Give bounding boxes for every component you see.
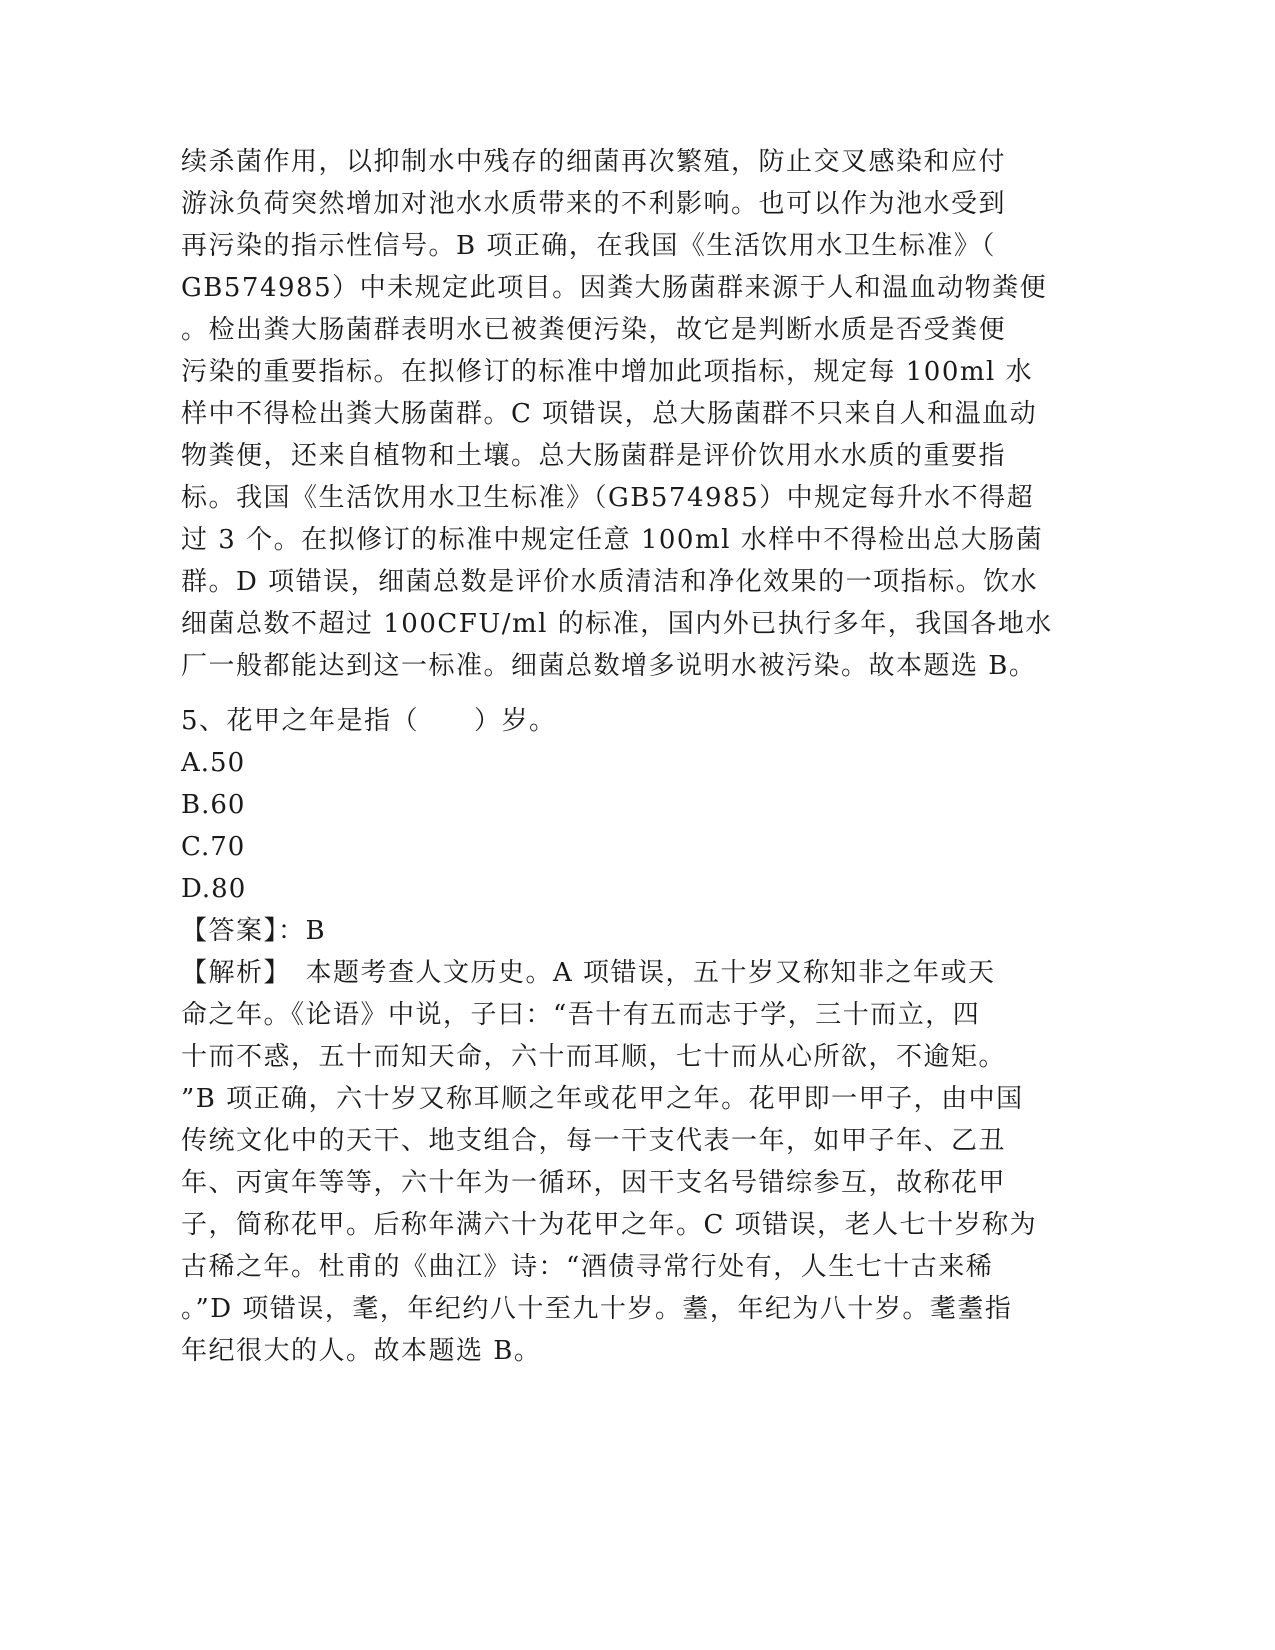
analysis [181, 952, 1071, 1372]
section-gap [181, 687, 1071, 700]
explanation-line: 游泳负荷突然增加对池水水质带来的不利影响。也可以作为池水受到 [181, 189, 1007, 219]
analysis-line: 十而不惑，五十而知天命，六十而耳顺，七十而从心所欲，不逾矩。 [181, 1042, 1007, 1072]
analysis-line: 年、丙寅年等等，六十年为一循环，因干支名号错综参互，故称花甲 [181, 1168, 1007, 1198]
analysis-line: 古稀之年。杜甫的《曲江》诗：“酒债寻常行处有，人生七十古来稀 [181, 1252, 994, 1282]
explanation-line: 续杀菌作用，以抑制水中残存的细菌再次繁殖，防止交叉感染和应付 [181, 147, 1007, 177]
explanation-line: GB574985）中未规定此项目。因粪大肠菌群来源于人和温血动物粪便 [181, 273, 1048, 303]
document-page [181, 141, 1071, 1372]
option-d: D.80 [181, 874, 247, 904]
analysis-line: 子，简称花甲。后称年满六十为花甲之年。C 项错误，老人七十岁称为 [181, 1210, 1038, 1240]
explanation-line: 细菌总数不超过 100CFU/ml 的标准，国内外已执行多年，我国各地水 [181, 609, 1053, 639]
question-stem: 5、花甲之年是指（ ）岁。 [181, 706, 557, 736]
explanation-line: 过 3 个。在拟修订的标准中规定任意 100ml 水样中不得检出总大肠菌 [181, 525, 1044, 555]
analysis-line: ”B 项正确，六十岁又称耳顺之年或花甲之年。花甲即一甲子，由中国 [181, 1084, 1024, 1114]
option-b: B.60 [181, 790, 246, 820]
option-c: C.70 [181, 832, 246, 862]
analysis-line: 年纪很大的人。故本题选 B。 [181, 1336, 542, 1366]
answer-line: 【答案】：B [181, 916, 327, 946]
question-5 [181, 700, 1071, 1372]
explanation-line: 。检出粪大肠菌群表明水已被粪便污染，故它是判断水质是否受粪便 [181, 315, 1007, 345]
explanation-line: 再污染的指示性信号。B 项正确，在我国《生活饮用水卫生标准》（ [181, 231, 996, 261]
explanation-line: 样中不得检出粪大肠菌群。C 项错误，总大肠菌群不只来自人和温血动 [181, 399, 1038, 429]
option-a: A.50 [181, 748, 246, 778]
explanation-line: 群。D 项错误，细菌总数是评价水质清洁和净化效果的一项指标。饮水 [181, 567, 1039, 597]
explanation-line: 污染的重要指标。在拟修订的标准中增加此项指标，规定每 100ml 水 [181, 357, 1034, 387]
analysis-line: 【解析】 本题考查人文历史。A 项错误，五十岁又称知非之年或天 [181, 958, 996, 988]
explanation-line: 物粪便，还来自植物和土壤。总大肠菌群是评价饮用水水质的重要指 [181, 441, 1007, 471]
explanation-line: 标。我国《生活饮用水卫生标准》（GB574985）中规定每升水不得超 [181, 483, 1035, 513]
analysis-line: 。”D 项错误，耄，年纪约八十至九十岁。耋，年纪为八十岁。耄耋指 [181, 1294, 1013, 1324]
explanation-line: 厂一般都能达到这一标准。细菌总数增多说明水被污染。故本题选 B。 [181, 651, 1037, 681]
analysis-line: 命之年。《论语》中说，子曰：“吾十有五而志于学，三十而立，四 [181, 1000, 981, 1030]
analysis-line: 传统文化中的天干、地支组合，每一干支代表一年，如甲子年、乙丑 [181, 1126, 1007, 1156]
previous-explanation [181, 141, 1071, 687]
